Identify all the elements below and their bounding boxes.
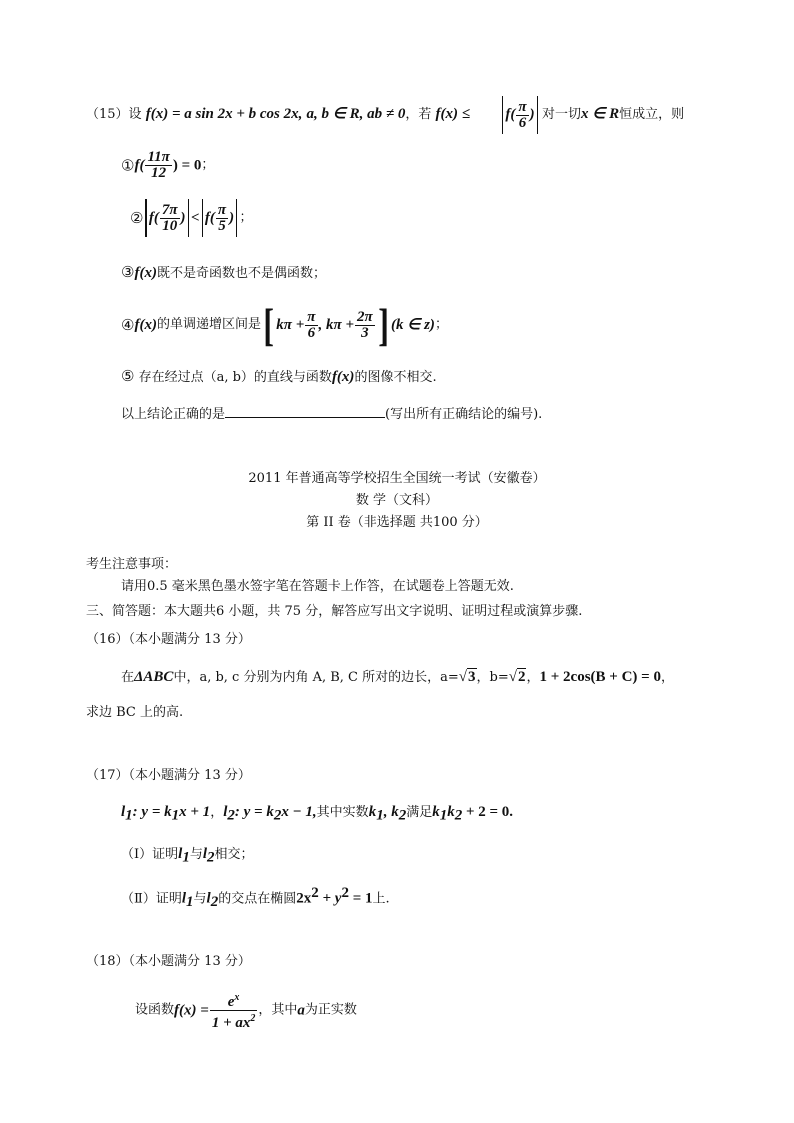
x-in-R: x ∈ R <box>581 106 620 122</box>
exam-subject: 数 学（文科） <box>355 493 439 508</box>
q15-inequality: f(x) ≤ <box>435 106 470 122</box>
answer-blank[interactable] <box>225 403 385 418</box>
q16-number: （16）（本小题满分 13 分） <box>86 632 251 647</box>
q15-conclusion: 以上结论正确的是 (写出所有正确结论的编号). <box>121 403 542 424</box>
q15-pi6-num: π <box>518 98 527 115</box>
q17-lines: $l_1$: $y = k_1x + 1$，$l_2$: $y = k_2x - 1$,其中实数$k_1$, $k_2$满足$k_1k_2 + 2 = 0$. <box>121 804 514 824</box>
q16-line2: 求边 BC 上的高. <box>86 705 184 720</box>
q15-statement-2: ② f( $\frac{7\pi}{10}$ ) < f( $\frac{\pi}{5}$ ) ； <box>130 199 253 237</box>
q15-number: （15） <box>86 107 129 122</box>
exam-title: 2011 年普通高等学校招生全国统一考试（安徽卷） <box>248 471 546 486</box>
q16-stem: 在ΔABC中，a, b, c 分别为内角 A, B, C 所对的边长，a=√3，b=√2，1 + 2cos(B + C) = 0， <box>121 669 674 685</box>
q15-abs-f-pi6: f( $\frac{\pi}{6}$ ) <box>500 96 540 134</box>
q15-ruo: ，若 <box>405 107 432 122</box>
q15-condition: a, b ∈ R, ab ≠ 0 <box>306 106 406 122</box>
q17-part-1: （Ⅰ）证明$l_1$与$l_2$相交； <box>121 846 254 866</box>
q15-statement-3: ③f(x)既不是奇函数也不是偶函数； <box>121 263 326 281</box>
section-heading: 三、简答题：本大题共6 小题，共 75 分，解答应写出文字说明、证明过程或演算步骤. <box>86 604 583 619</box>
q15-statement-1: ①f( $\frac{11\pi}{12}$ ) = 0； <box>121 149 215 181</box>
q15-function: f(x) = a sin 2x + b cos 2x, <box>145 106 303 122</box>
q15-statement-5: ⑤ 存在经过点（a, b）的直线与函数f(x)的图像不相交. <box>121 367 437 385</box>
q18-stem: 设函数f(x) = $\frac{e^x}{1 + ax^2}$ ，其中a为正实数 <box>135 992 357 1031</box>
q17-number: （17）（本小题满分 13 分） <box>86 768 251 783</box>
q15-tail: 对一切x ∈ R恒成立，则 <box>542 106 685 122</box>
notes-title: 考生注意事项： <box>86 557 178 572</box>
q15-statement-4: ④f(x)的单调递增区间是[ kπ + $\frac{\pi}{6}$ , kπ + $\frac{2\pi}{3}$ ] (k ∈ z)； <box>121 299 448 350</box>
exam-part: 第 II 卷（非选择题 共100 分） <box>306 515 488 530</box>
q15-lead: 设 <box>128 107 142 122</box>
q15-pi6-den: 6 <box>518 114 527 131</box>
q15-stem <box>86 103 470 125</box>
q17-part-2: （Ⅱ）证明$l_1$与$l_2$的交点在椭圆$2x^2 + y^2 = 1$上. <box>121 885 390 910</box>
notes-body: 请用0.5 毫米黑色墨水签字笔在答题卡上作答，在试题卷上答题无效. <box>121 579 514 594</box>
q18-number: （18）（本小题满分 13 分） <box>86 954 251 969</box>
